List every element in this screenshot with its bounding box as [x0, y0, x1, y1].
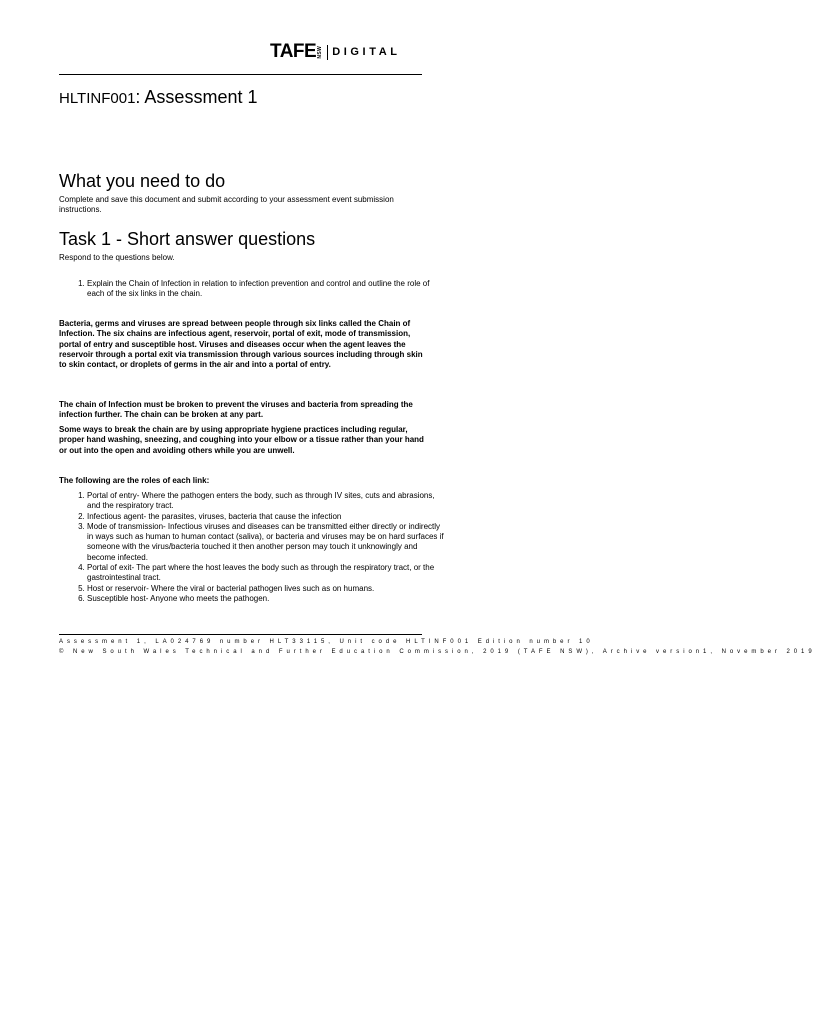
role-item: 1. Portal of entry- Where the pathogen enters the body, such as through IV sites, cuts and abrasions, and the respiratory tract. — [87, 491, 447, 512]
roles-heading: The following are the roles of each link: — [59, 476, 210, 485]
role-item: 3. Mode of transmission- Infectious viruses and diseases can be transmitted either directly or indirectly in ways such as human to human contact (saliva), or bacteria and viruses may be on hard surfaces if someone with the virus/bacteria touched it then another person may touch it unknowingly and become infected. — [87, 522, 447, 563]
role-item: 4. Portal of exit- The part where the host leaves the body such as through the respiratory tract, or the gastrointestinal tract. — [87, 563, 447, 584]
footer-rule — [59, 634, 422, 635]
logo-product: DIGITAL — [332, 46, 401, 58]
footer-copyright: © New South Wales Technical and Further Education Commission, 2019 (TAFE NSW), Archive version1, November 2019 — [59, 649, 816, 655]
document-title — [59, 86, 257, 110]
question-list — [59, 279, 447, 300]
footer-assessment-info: Assessment 1, LA024769 number HLT33115, Unit code HLTINF001 Edition number 10 — [59, 639, 594, 645]
role-item: 5. Host or reservoir- Where the viral or bacterial pathogen lives such as on humans. — [87, 584, 447, 594]
role-item: 6. Susceptible host- Anyone who meets the pathogen. — [87, 594, 447, 604]
task-heading: Task 1 - Short answer questions — [59, 229, 316, 249]
what-to-do-heading: What you need to do — [59, 171, 226, 191]
what-to-do-instructions: Complete and save this document and submit according to your assessment event submission instructions. — [59, 195, 394, 215]
role-item: 2. Infectious agent- the parasites, viruses, bacteria that cause the infection — [87, 512, 447, 522]
logo-divider — [327, 45, 328, 60]
roles-list — [59, 491, 447, 604]
task-intro: Respond to the questions below. — [59, 253, 175, 262]
logo-brand: TAFE — [270, 41, 317, 62]
tafe-digital-logo — [270, 42, 401, 62]
answer-paragraph-3: Some ways to break the chain are by using appropriate hygiene practices including regular, proper hand washing, sneezing, and coughing into your elbow or a tissue rather than your hand or out into the open and avoiding others while you are unwell. — [59, 425, 424, 455]
answer-paragraph-1: Bacteria, germs and viruses are spread between people through six links called the Chain of Infection. The six chains are infectious agent, reservoir, portal of exit, mode of transmission, portal of entry and susceptible host. Viruses and diseases occur when the agent leaves the reservoir through a portal exit via transmission through various sources including through skin to skin contact, or droplets of germs in the air and into a portal of entry. — [59, 319, 423, 370]
answer-paragraph-2: The chain of Infection must be broken to prevent the viruses and bacteria from spreading the infection further. The chain can be broken at any part. — [59, 400, 413, 420]
unit-code: HLTINF001 — [59, 90, 136, 107]
assessment-name: : Assessment 1 — [135, 87, 258, 107]
question-1: 1. Explain the Chain of Infection in relation to infection prevention and control and outline the role of each of the six links in the chain. — [87, 279, 447, 300]
header-rule — [59, 74, 422, 75]
logo-region: NSW — [317, 45, 324, 59]
